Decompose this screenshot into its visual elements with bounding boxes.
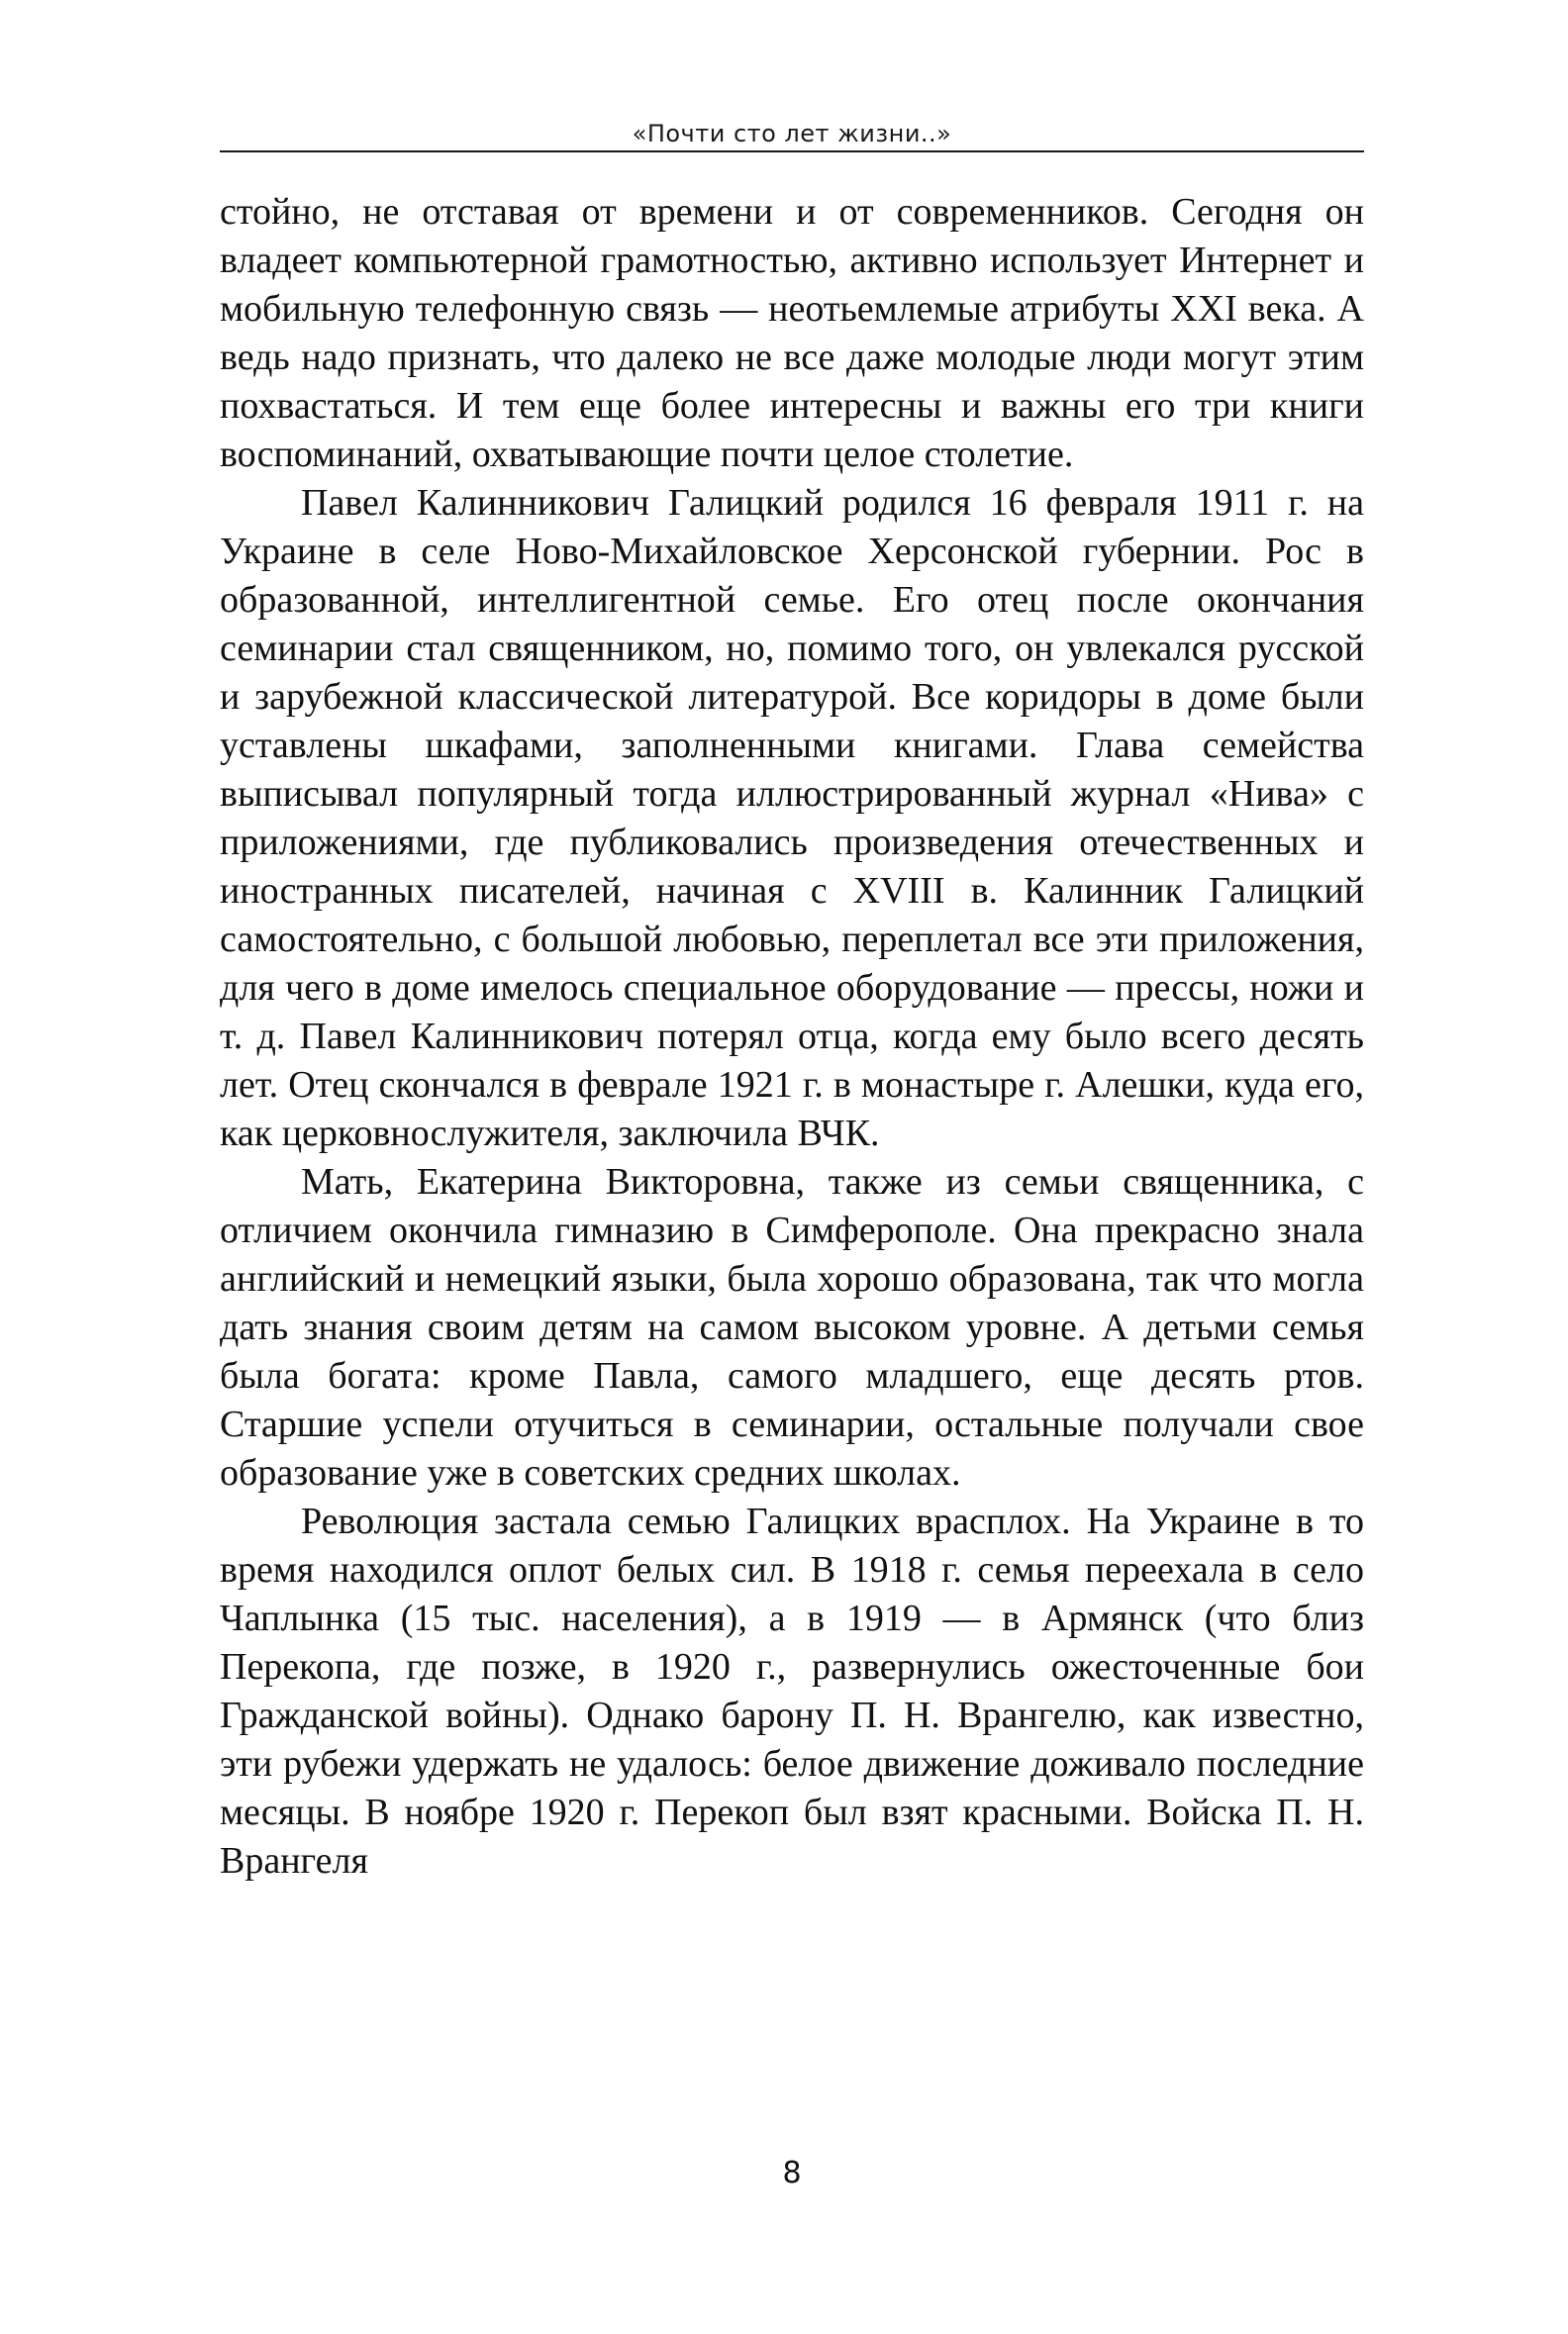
body-text (220, 188, 1364, 1886)
paragraph-2: Павел Калинникович Галицкий родился 16 февраля 1911 г. на Украине в селе Ново-Михайловское Херсонской губернии. Рос в образованной, интеллигентной семье. Его отец после окончания семинарии стал священником, но, помимо того, он увлекался русской и зарубежной классической литературой. Все коридоры в доме были уставлены шкафами, заполненными книгами. Глава семейства выписывал популярный тогда иллюстрированный журнал «Нива» с приложениями, где публиковались произведения отечественных и иностранных писателей, начиная с XVIII в. Калинник Галицкий самостоятельно, с большой любовью, переплетал все эти приложения, для чего в доме имелось специальное оборудование — прессы, ножи и т. д. Павел Калинникович потерял отца, когда ему было всего десять лет. Отец скончался в феврале 1921 г. в монастыре г. Алешки, куда его, как церковнослужителя, заключила ВЧК. (220, 482, 1364, 1154)
paragraph-4: Революция застала семью Галицких врасплох. На Украине в то время находился оплот белых сил. В 1918 г. семья переехала в село Чаплынка (15 тыс. населения), а в 1919 — в Армянск (что близ Перекопа, где позже, в 1920 г., развернулись ожесточенные бои Гражданской войны). Однако барону П. Н. Врангелю, как известно, эти рубежи удержать не удалось: белое движение доживало последние месяцы. В ноябре 1920 г. Перекоп был взят красными. Войска П. Н. Врангеля (220, 1501, 1364, 1882)
paragraph-3: Мать, Екатерина Викторовна, также из семьи священника, с отличием окончила гимназию в Симферополе. Она прекрасно знала английский и немецкий языки, была хорошо образована, так что могла дать знания своим детям на самом высоком уровне. А детьми семья была богата: кроме Павла, самого младшего, еще десять ртов. Старшие успели отучиться в семинарии, остальные получали свое образование уже в советских средних школах. (220, 1161, 1364, 1494)
header-rule (220, 150, 1364, 152)
paragraph-1: стойно, не отставая от времени и от современников. Сегодня он владеет компьютерной грамотностью, активно использует Интернет и мобильную телефонную связь — неотьемлемые атрибуты XXI века. А ведь надо признать, что далеко не все даже молодые люди могут этим похвастаться. И тем еще более интересны и важны его три книги воспоминаний, охватывающие почти целое столетие. (220, 191, 1364, 475)
running-title: «Почти сто лет жизни..» (632, 120, 952, 147)
page-number: 8 (782, 2156, 802, 2190)
